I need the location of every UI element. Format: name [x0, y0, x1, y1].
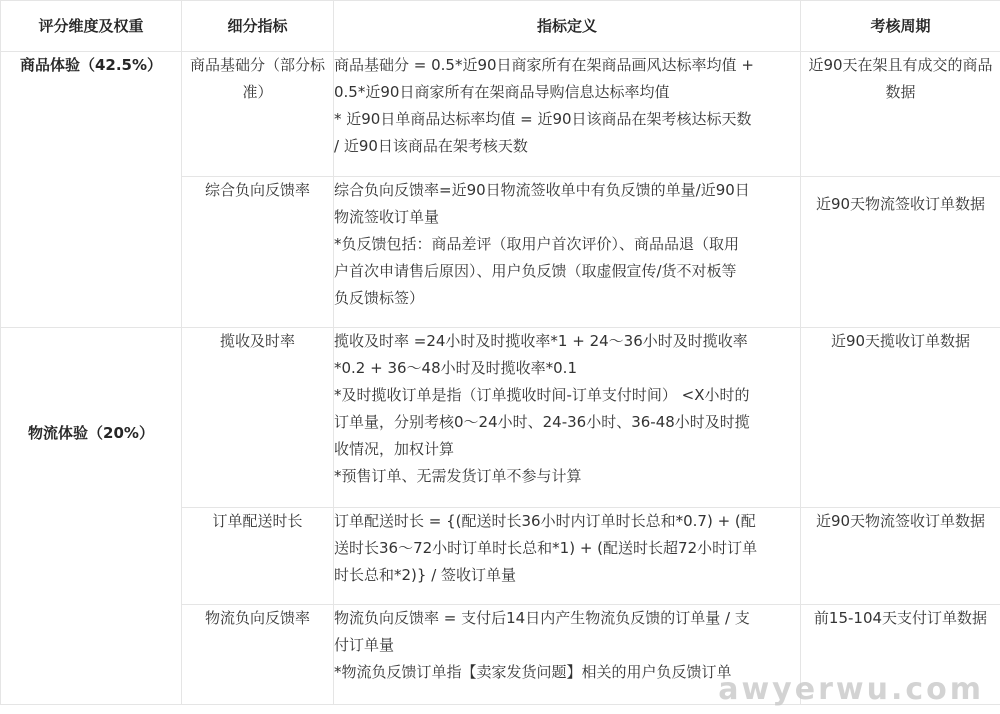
definition-line: 揽收及时率 =24小时及时揽收率*1 + 24～36小时及时揽收率 [334, 332, 748, 350]
period-cell [801, 52, 1000, 177]
definition-line: 商品基础分 = 0.5*近90日商家所有在架商品画风达标率均值 + [334, 56, 754, 74]
header-period: 考核周期 [801, 1, 1000, 52]
header-row [1, 1, 1000, 52]
definition-cell [334, 177, 801, 328]
sub-metric-label: 商品基础分（部分标准） [189, 56, 325, 101]
definition-line: 送时长36～72小时订单时长总和*1) + (配送时长超72小时订单 [334, 539, 758, 557]
sub-metric-label: 物流负向反馈率 [204, 609, 310, 627]
dimension-logistics-experience: 物流体验（20%） [1, 328, 182, 705]
definition-line: / 近90日该商品在架考核天数 [334, 137, 528, 155]
sub-metric-cell [182, 508, 334, 605]
definition-cell [334, 328, 801, 508]
definition-cell [334, 52, 801, 177]
definition-line: 负反馈标签） [334, 289, 425, 307]
definition-line: *负反馈包括：商品差评（取用户首次评价）、商品品退（取用 [334, 235, 740, 253]
definition-line: 时长总和*2)} / 签收订单量 [334, 566, 517, 584]
definition-line: 收情况，加权计算 [334, 440, 455, 458]
definition-cell [334, 508, 801, 605]
sub-metric-cell [182, 177, 334, 328]
definition-line: 订单配送时长 = {(配送时长36小时内订单时长总和*0.7) + (配 [334, 512, 756, 530]
period-cell [801, 177, 1000, 328]
definition-line: *物流负反馈订单指【卖家发货问题】相关的用户负反馈订单 [334, 663, 732, 681]
dimension-product-experience: 商品体验（42.5%） [1, 52, 182, 328]
sub-metric-cell [182, 605, 334, 705]
sub-metric-cell [182, 328, 334, 508]
sub-metric-cell [182, 52, 334, 177]
definition-line: *及时揽收订单是指（订单揽收时间-订单支付时间） <X小时的 [334, 386, 750, 404]
period-label: 近90天物流签收订单数据 [815, 195, 986, 213]
period-cell [801, 328, 1000, 508]
definition-line: 0.5*近90日商家所有在架商品导购信息达标率均值 [334, 83, 670, 101]
header-definition: 指标定义 [334, 1, 801, 52]
definition-line: 物流签收订单量 [334, 208, 440, 226]
definition-line: *预售订单、无需发货订单不参与计算 [334, 467, 582, 485]
definition-line: 综合负向反馈率=近90日物流签收单中有负反馈的单量/近90日 [334, 181, 750, 199]
period-label: 近90天在架且有成交的商品数据 [808, 56, 993, 101]
header-sub-metric: 细分指标 [182, 1, 334, 52]
watermark-logo: awyerwu.com [718, 672, 984, 707]
period-label: 前15-104天支付订单数据 [813, 609, 988, 627]
definition-line: *0.2 + 36～48小时及时揽收率*0.1 [334, 359, 577, 377]
definition-line: 户首次申请售后原因）、用户负反馈（取虚假宣传/货不对板等 [334, 262, 737, 280]
sub-metric-label: 综合负向反馈率 [204, 181, 310, 199]
definition-line: 物流负向反馈率 = 支付后14日内产生物流负反馈的订单量 / 支 [334, 609, 750, 627]
period-cell [801, 508, 1000, 605]
table-row [1, 328, 1000, 508]
period-label: 近90天揽收订单数据 [830, 332, 971, 350]
table-row [1, 52, 1000, 177]
definition-line: * 近90日单商品达标率均值 = 近90日该商品在架考核达标天数 [334, 110, 752, 128]
sub-metric-label: 揽收及时率 [219, 332, 295, 350]
period-label: 近90天物流签收订单数据 [815, 512, 986, 530]
period-cell [801, 605, 1000, 705]
definition-line: 订单量，分别考核0～24小时、24-36小时、36-48小时及时揽 [334, 413, 750, 431]
definition-cell [334, 605, 801, 705]
definition-line: 付订单量 [334, 636, 395, 654]
sub-metric-label: 订单配送时长 [212, 512, 303, 530]
header-dimension: 评分维度及权重 [1, 1, 182, 52]
